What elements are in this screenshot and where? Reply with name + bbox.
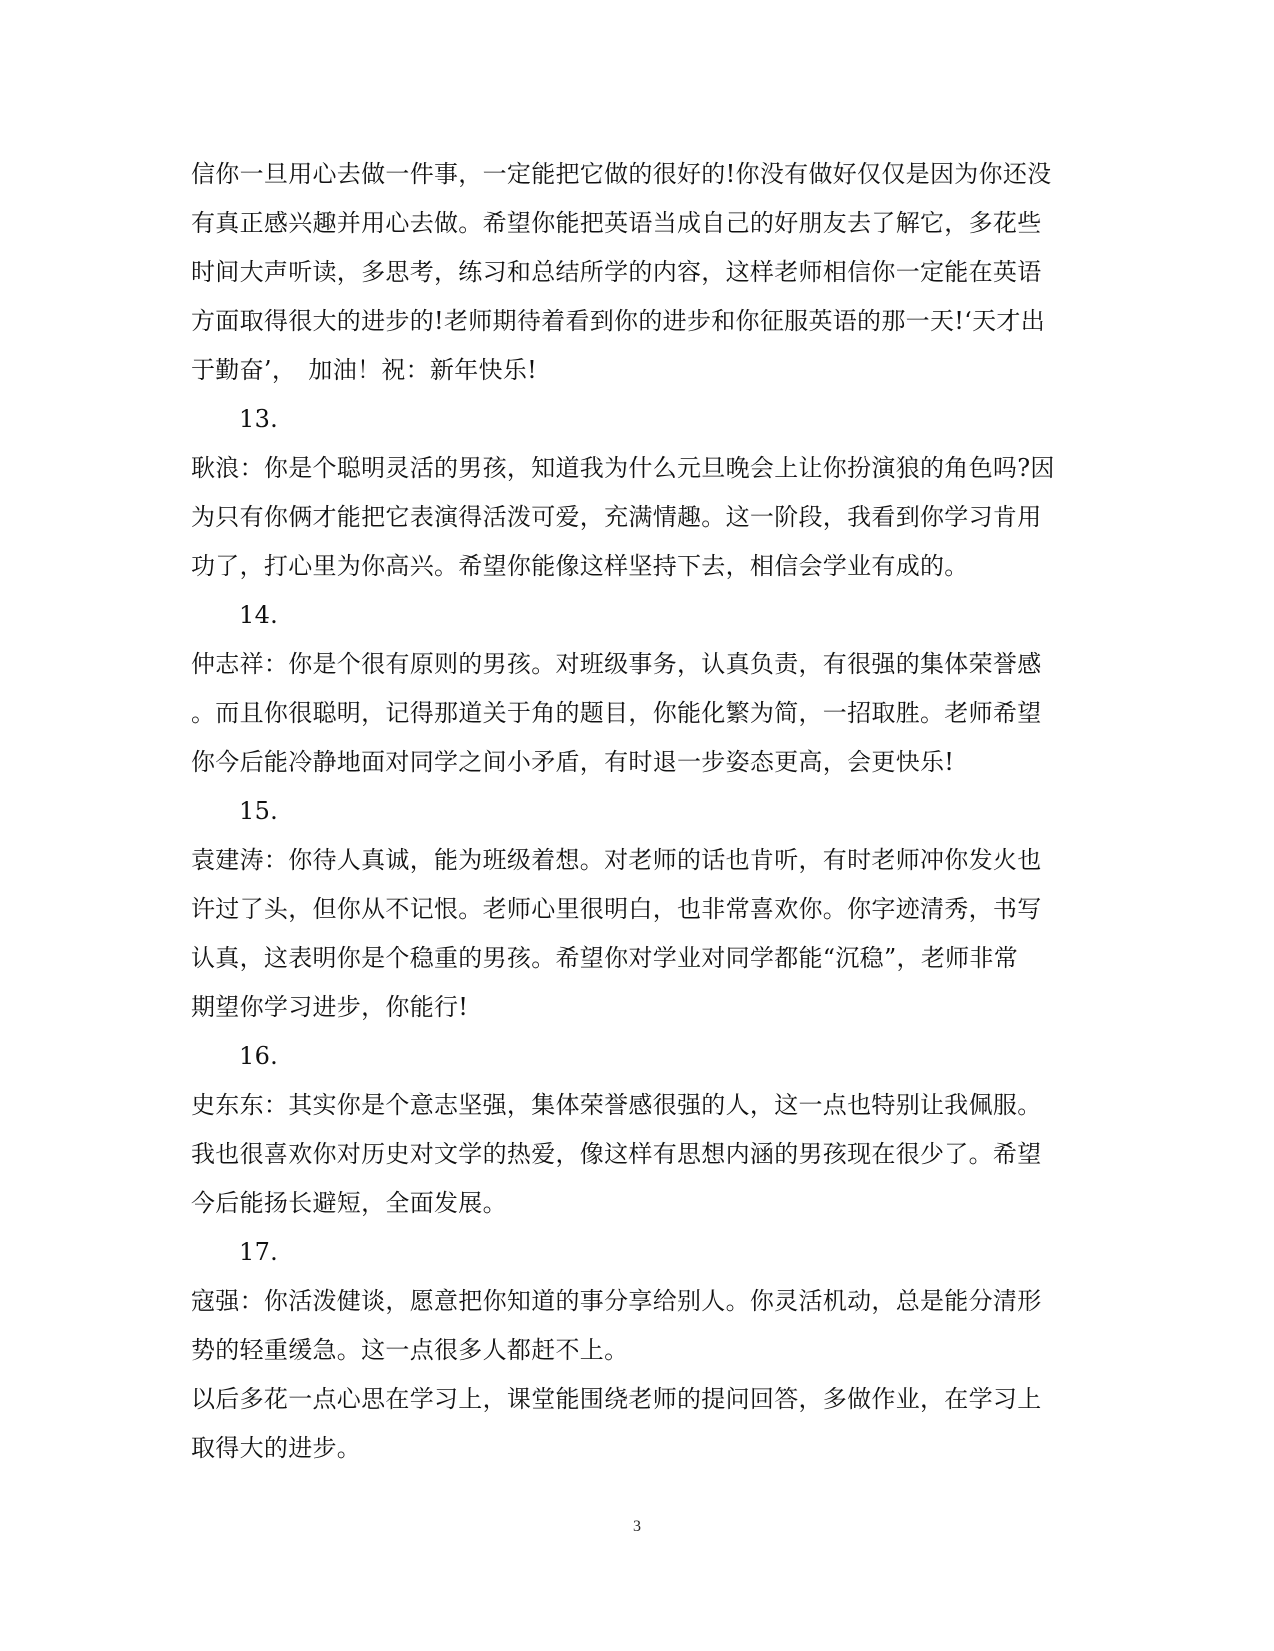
item-number: 14.	[239, 601, 279, 629]
item-number: 16.	[239, 1042, 279, 1070]
page-number: 3	[633, 1518, 641, 1535]
text-line: 仲志祥：你是个很有原则的男孩。对班级事务，认真负责，有很强的集体荣誉感	[191, 650, 1042, 678]
text-line: 取得大的进步。	[191, 1434, 362, 1462]
text-line: 时间大声听读，多思考，练习和总结所学的内容，这样老师相信你一定能在英语	[191, 258, 1042, 286]
text-line: 认真，这表明你是个稳重的男孩。希望你对学业对同学都能“沉稳”，老师非常	[191, 944, 1019, 972]
text-line: 耿浪：你是个聪明灵活的男孩，知道我为什么元旦晚会上让你扮演狼的角色吗?因	[191, 454, 1055, 482]
text-line: 于勤奋’， 加油！祝：新年快乐!	[191, 356, 538, 384]
text-line: 期望你学习进步，你能行!	[191, 993, 469, 1021]
text-line: 寇强：你活泼健谈，愿意把你知道的事分享给别人。你灵活机动，总是能分清形	[191, 1287, 1042, 1315]
text-line: 。而且你很聪明，记得那道关于角的题目，你能化繁为简，一招取胜。老师希望	[191, 699, 1042, 727]
text-line: 我也很喜欢你对历史对文学的热爱，像这样有思想内涵的男孩现在很少了。希望	[191, 1140, 1042, 1168]
text-line: 有真正感兴趣并用心去做。希望你能把英语当成自己的好朋友去了解它，多花些	[191, 209, 1042, 237]
text-line: 为只有你俩才能把它表演得活泼可爱，充满情趣。这一阶段，我看到你学习肯用	[191, 503, 1042, 531]
text-line: 功了，打心里为你高兴。希望你能像这样坚持下去，相信会学业有成的。	[191, 552, 969, 580]
text-line: 以后多花一点心思在学习上，课堂能围绕老师的提问回答，多做作业，在学习上	[191, 1385, 1042, 1413]
text-line: 势的轻重缓急。这一点很多人都赶不上。	[191, 1336, 629, 1364]
text-line: 袁建涛：你待人真诚，能为班级着想。对老师的话也肯听，有时老师冲你发火也	[191, 846, 1042, 874]
text-line: 方面取得很大的进步的!老师期待着看到你的进步和你征服英语的那一天!‘天才出	[191, 307, 1046, 335]
document-body	[191, 150, 1081, 1473]
item-number: 13.	[239, 405, 279, 433]
text-line: 许过了头，但你从不记恨。老师心里很明白，也非常喜欢你。你字迹清秀，书写	[191, 895, 1042, 923]
item-number: 17.	[239, 1238, 279, 1266]
text-line: 信你一旦用心去做一件事，一定能把它做的很好的!你没有做好仅仅是因为你还没	[191, 160, 1052, 188]
text-line: 你今后能冷静地面对同学之间小矛盾，有时退一步姿态更高，会更快乐!	[191, 748, 955, 776]
text-line: 史东东：其实你是个意志坚强，集体荣誉感很强的人，这一点也特别让我佩服。	[191, 1091, 1042, 1119]
text-line: 今后能扬长避短，全面发展。	[191, 1189, 507, 1217]
item-number: 15.	[239, 797, 279, 825]
